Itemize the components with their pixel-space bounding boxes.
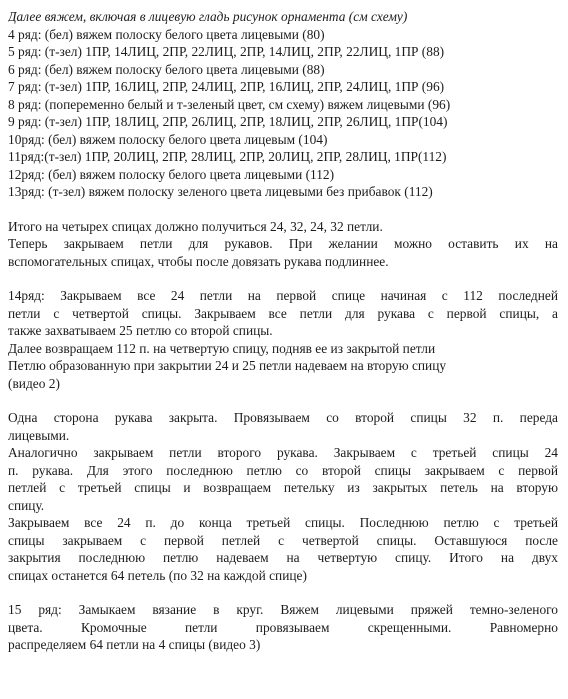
paragraph-line: Далее возвращаем 112 п. на четвертую спицу, подняв ее из закрытой петли (8, 340, 436, 356)
section-title: Далее вяжем, включая в лицевую гладь рисунок орнамента (см схему) (8, 9, 408, 24)
row-13: 13ряд: (т-зел) вяжем полоску зеленого цвета лицевыми без прибавок (112) (8, 184, 433, 199)
row-7: 7 ряд: (т-зел) 1ПР, 16ЛИЦ, 2ПР, 24ЛИЦ, 2ПР, 16ЛИЦ, 2ПР, 24ЛИЦ, 1ПР (96) (8, 79, 445, 94)
paragraph-line: (видео 2) (8, 375, 60, 391)
row-12: 12ряд: (бел) вяжем полоску белого цвета лицевыми (112) (8, 166, 335, 182)
paragraph-line: Теперь закрываем петли для рукавов. При желании можно оставить их на (8, 236, 558, 251)
paragraph-line: спицу. (8, 497, 45, 513)
paragraph-line: п. рукава. Для этого последнюю петлю со второй спицы закрываем с первой (8, 462, 558, 478)
paragraph-line: спицы закрываем с первой петлей с четвертой спицы. Оставшуюся после (8, 532, 558, 548)
row-9: 9 ряд: (т-зел) 1ПР, 18ЛИЦ, 2ПР, 26ЛИЦ, 2ПР, 18ЛИЦ, 2ПР, 26ЛИЦ, 1ПР(104) (8, 114, 448, 129)
row-5: 5 ряд: (т-зел) 1ПР, 14ЛИЦ, 2ПР, 22ЛИЦ, 2ПР, 14ЛИЦ, 2ПР, 22ЛИЦ, 1ПР (88) (8, 44, 445, 59)
paragraph-line: 14ряд: Закрываем все 24 петли на первой спице начиная с 112 последней (8, 288, 558, 303)
paragraph-sleeve-closing (8, 409, 558, 584)
paragraph-line: вспомогательных спицах, чтобы после довязать рукава подлиннее. (8, 253, 389, 269)
paragraph-line: петли с четвертой спицы. Закрываем все петли для рукава с первой спицы, а (8, 305, 558, 321)
row-8: 8 ряд: (попеременно белый и т-зеленый цвет, см схему) вяжем лицевыми (96) (8, 96, 451, 112)
paragraph-line: Аналогично закрываем петли второго рукава. Закрываем с третьей спицы 24 (8, 445, 558, 460)
paragraph-line: закрытия последнюю петлю надеваем на четвертую спицу. Итого на двух (8, 550, 558, 565)
paragraph-line: 15 ряд: Замыкаем вязание в круг. Вяжем лицевыми пряжей темно-зеленого (8, 602, 558, 617)
row-6: 6 ряд: (бел) вяжем полоску белого цвета лицевыми (88) (8, 61, 325, 77)
row-10: 10ряд: (бел) вяжем полоску белого цвета лицевым (104) (8, 131, 328, 147)
paragraph-line: Итого на четырех спицах должно получиться 24, 32, 24, 32 петли. (8, 218, 383, 234)
paragraph-row-15 (8, 601, 558, 654)
row-instructions (8, 26, 558, 201)
paragraph-line: распределяем 64 петли на 4 спицы (видео 3) (8, 637, 261, 652)
paragraph-row-14 (8, 287, 558, 392)
paragraph-line: Закрываем все 24 п. до конца третьей спицы. Последнюю петлю с третьей (8, 515, 558, 530)
paragraph-line: спицах останется 64 петель (по 32 на каждой спице) (8, 567, 307, 583)
paragraph-total-stitches (8, 218, 558, 271)
paragraph-line: Петлю образованную при закрытии 24 и 25 петли надеваем на вторую спицу (8, 358, 447, 373)
paragraph-line: петлей с третьей спицы и возвращаем петельку из закрытых петель на вторую (8, 480, 558, 495)
paragraph-line: также захватываем 25 петлю со второй спицы. (8, 323, 273, 338)
paragraph-line: цвета. Кромочные петли провязываем скрещенными. Равномерно (8, 619, 558, 635)
row-4: 4 ряд: (бел) вяжем полоску белого цвета лицевыми (80) (8, 26, 325, 42)
paragraph-line: Одна сторона рукава закрыта. Провязываем со второй спицы 32 п. переда (8, 410, 558, 425)
row-11: 11ряд:(т-зел) 1ПР, 20ЛИЦ, 2ПР, 28ЛИЦ, 2ПР, 20ЛИЦ, 2ПР, 28ЛИЦ, 1ПР(112) (8, 149, 447, 164)
paragraph-line: лицевыми. (8, 427, 70, 443)
